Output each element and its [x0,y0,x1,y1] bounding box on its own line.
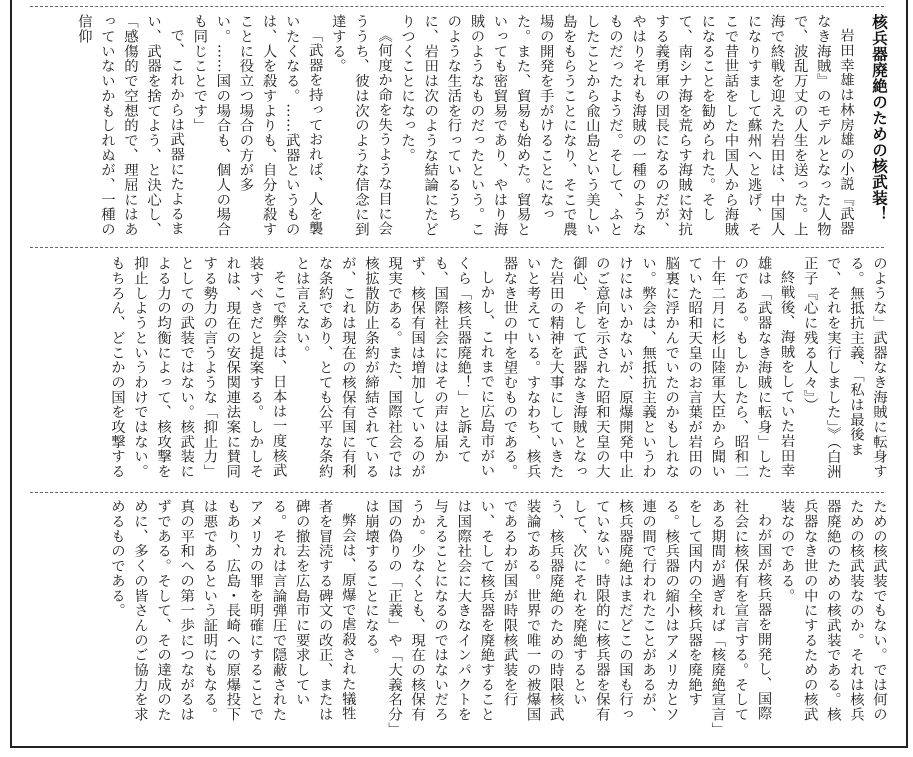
paragraph: のような」武器なき海賊に転身する。無抵抗主義、「私は最後まで、それを実行しました」》（白洲正子『心に残る人々』） [801,256,887,480]
tier-2-column-text [105,256,890,486]
paragraph: 終戦後、海賊をしていた岩田幸雄は「武器なき海賊に転身」したのである。もしかしたら、昭和二十年二月に杉山陸軍大臣から聞いていた昭和天皇のお言葉が岩田の脳裏に浮かんでいたのかもしれない。弊会は、無抵抗主義というわけにはいかないが、原爆開発中止のご意向を示された昭和天皇の大御心、そして武器なき海賊となった岩田の精神を大事にしていきたいと考えている。すなわち、核兵器なき世の中を望むものである。 [501,256,795,479]
paragraph: しかし、これまでに広島市がいくら「核兵器廃絶！」と訴えても、国際社会にはその声は届かず、核保有国は増加しているのが現実である。また、国際社会では核拡散防止条約が締結されているが、これは現在の核保有国に有利な条約であり、とても公平な条約とは言えない。 [293,256,495,479]
paragraph: 弊会は、原爆で虐殺された犠牲者を冒涜する碑文の改正、または碑の撤去を広島市に要求している。それは言論弾圧で隠蔽されたアメリカの罪を明確にすることでもあり、広島・長崎への原爆投下は悪であるという証明にもなる。真の平和への第一歩につながるはずである。そして、その達成のために、多くの皆さんのご協力を求めるものである。 [108,499,356,722]
paragraph: で、これからは武器にたよるまい、武器を捨てよう、と決心し、「感傷的で空想的で、理屈にはあっていないかもしれぬが、一種の信仰 [75,14,185,237]
dashed-separator-top [30,6,884,7]
paragraph: 《何度か命を失うような目に会ううち、彼は次のような信念に到達する。 [329,14,393,237]
tier-3-column-text [105,499,890,735]
dashed-separator-2 [30,492,884,493]
paragraph: ための核武装でもない。では何のための核武装なのか。それは核兵器廃絶のための核武装である。核兵器なき世の中にするための核武装なのである。 [778,499,887,722]
article-heading: 核兵器廃絶のための核武装！ [870,14,888,222]
tier-1-column-text [72,14,890,242]
dashed-separator-1 [30,247,884,248]
paragraph: 岩田幸雄は林房雄の小説『武器なき海賊』のモデルとなった人物で、波乱万丈の人生を送った。上海で終戦を迎えた岩田は、中国人になりすまして蘇州へと逃げ、そこで昔世話をした中国人から海賊になることを勧められた。そして、南シナ海を荒らす海賊に対抗する義勇軍の団長になるのだが、やはりそれも海賊の一種のようなものだったようだ。そして、ふとしたことから兪山島という美しい島をもらうことになり、そこで農場の開発を手がけることになった。また、貿易も始めた。貿易といっても密貿易であり、やはり海賊のようなものだったという。このような生活を行っているうちに、岩田は次のような結論にたどりつくことになった。 [399,14,854,237]
text-tier-1 [46,14,890,242]
paragraph: わが国が核兵器を開発し、国際社会に核保有を宣言する。そしてある期間が過ぎれば「核廃絶宣言」をして国内の全核兵器を廃絶する。核兵器の縮小はアメリカとソ連の間で行われたことがあるが、核兵器廃絶はまだどこの国も行っていない。時限的に核兵器を保有して、次にそれを廃絶するという、核兵器廃絶のための時限核武装論である。世界で唯一の被爆国であるわが国が時限核武装を行い、そして核兵器を廃絶することは国際社会に大きなインパクトを与えることになるのではないだろうか。少なくとも、現在の核保有国の偽りの「正義」や「大義名分」は崩壊することになる。 [362,499,772,730]
article-page [10,0,908,748]
text-tier-2 [46,256,890,486]
paragraph: そこで弊会は、日本は一度核武装すべきだと提案する。しかしそれは、現在の安保関連法案に賛同する勢力の言うような「抑止力」としての武装ではない。核武装による力の均衡によって、核攻撃を抑止しようというわけではない。もちろん、どこかの国を攻撃する [108,256,287,479]
quote-paragraph: 「武器を持っておれば、人を襲いたくなる。……武器というものは、人を殺すよりも、自分を殺すことに役立つ場合の方が多い。……国の場合も、個人の場合も同じことです」 [191,14,323,237]
text-tier-3 [46,499,890,735]
